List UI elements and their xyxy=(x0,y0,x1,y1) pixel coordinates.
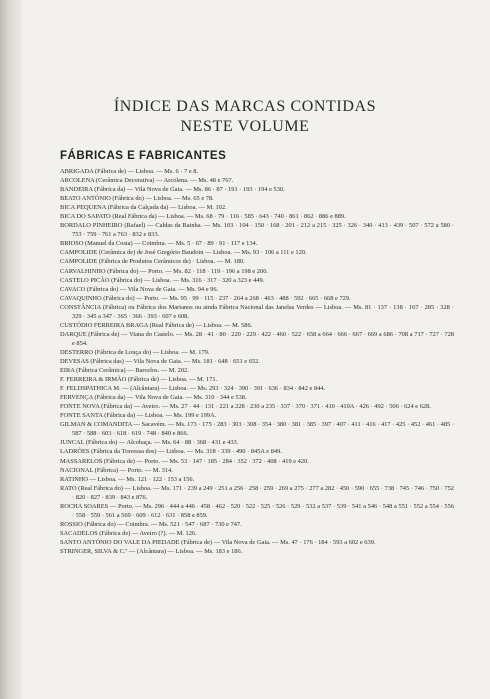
index-entry: CAMPOLIDE (Fábrica de Produtos Cerâmicos de) · Lisboa. — M. 180. xyxy=(60,258,245,266)
index-entry: RATO (Real Fábrica do) — Lisboa. — Ms. 171 · 239 a 249 · 251 a 256 · 258 · 259 · 269 a 275 · 277 a 282 · 450 · 590 · 655 · 738 · 745 · 746 · 750 · 752 · 820 · 827 · 839 · 843 e 876. xyxy=(60,484,454,501)
index-entry: CASTELO PICÃO (Fábrica do) — Lisboa. — Ms. 316 · 317 · 320 a 323 e 449. xyxy=(60,276,265,284)
index-entry: F. FELDSPATHICA M. — (Alcântara) — Lisboa. — Ms. 293 · 324 · 390 · 391 · 636 · 834 · 842 e 844. xyxy=(60,385,326,393)
index-entry: BRIOSO (Manuel da Costa) — Coimbra. — Ms. 5 · 67 · 89 · 91 · 117 e 134. xyxy=(60,240,258,248)
index-title-line-1: ÍNDICE DAS MARCAS CONTIDAS xyxy=(113,98,377,115)
index-entry: FONTE NOVA (Fábrica da) — Aveiro. — Ms. 27 · 44 · 131 · 221 a 228 · 230 a 235 · 337 · 370 · 371 · 410 · 410A · 426 · 492 · 506 · 624 e 628. xyxy=(60,403,431,411)
index-entry: CAVAQUINHO (Fábrica do) — Porto. — Ms. 95 · 99 · 115 · 237 · 264 a 268 · 463 · 488 · 592 · 665 · 668 e 729. xyxy=(60,294,351,302)
index-entry: ARCOLENA (Cerâmica Decorativa) — Arcolena. — Ms. 48 e 767. xyxy=(60,177,234,185)
index-entry: F. FERREIRA & IRMÃO (Fábrica de) — Lisboa. — M. 171. xyxy=(60,376,218,384)
index-entry: ROCHA SOARES — Porto. — Ms. 296 · 444 a 446 · 458 · 462 · 520 · 522 · 525 · 526 · 529 · 532 a 537 · 539 · 541 a 546 · 548 a 551 · 552 a 554 · 556 · 558 · 559 · 561 a 569 · 609 · 612 · 631 · 858 e 859. xyxy=(60,502,454,519)
index-entries-list xyxy=(60,167,454,556)
index-entry: DESTERRO (Fábrica de Louça do) — Lisboa. — M. 179. xyxy=(60,348,210,356)
index-entry: DARQUE (Fábrica de) — Viana do Castelo. — Ms. 28 · 41 · 80 · 220 · 229 · 422 · 460 · 522 · 658 a 664 · 666 · 667 · 669 a 686 · 708 a 717 · 727 · 728 e 854. xyxy=(60,330,454,347)
index-entry: BANDEIRA (Fábrica da) — Vila Nova de Gaia. — Ms. 86 · 87 · 191 · 193 · 194 e 530. xyxy=(60,186,285,194)
index-entry: FERVENÇA (Fábrica da) — Vila Nova de Gaia. — Ms. 310 · 344 e 538. xyxy=(60,394,247,402)
index-entry: BICA DO SAPATO (Real Fábrica da) — Lisboa. — Ms. 68 · 79 · 116 · 585 · 643 · 740 · 861 · 862 · 886 e 889. xyxy=(60,213,346,221)
index-entry: CONSTÂNCIA (Fábrica) ou Fábrica dos Marianos ou ainda Fábrica Nacional das Janelas Verdes — Lisboa. — Ms. 81 · 137 · 138 · 167 · 285 · 328 · 329 · 345 a 347 · 365 · 366 · 393 · 607 e 608. xyxy=(60,303,454,320)
index-entry: GILMAN & COMANDITA — Sacavém. — Ms. 173 · 175 · 283 · 303 · 308 · 354 · 380 · 381 · 385 · 397 · 407 · 411 · 416 · 417 · 425 · 452 · 461 · 485 · 587 · 588 · 603 · 618 · 619 · 748 · 840 e 866. xyxy=(60,421,454,438)
section-heading: FÁBRICAS E FABRICANTES xyxy=(60,150,227,162)
index-entry: DEVESAS (Fábrica das) — Vila Nova de Gaia. — Ms. 181 · 648 · 651 e 652. xyxy=(60,357,260,365)
index-entry: BEATO ANTÓNIO (Fábrica do) — Lisboa. — Ms. 65 e 78. xyxy=(60,195,214,203)
index-entry: JUNCAL (Fábrica do) — Alcobaça. — Ms. 64 · 88 · 368 · 431 e 433. xyxy=(60,439,239,447)
index-title-line-2: NESTE VOLUME xyxy=(180,118,310,135)
index-entry: SANTO ANTÓNIO DO VALE DA PIEDADE (Fábrica de) — Vila Nova de Gaia. — Ms. 47 · 176 · 184 · 593 a 602 e 639. xyxy=(60,538,376,546)
index-entry: CAVACO (Fábrica do) — Vila Nova de Gaia. — Ms. 94 e 96. xyxy=(60,285,219,293)
index-entry: LADRÕES (Fábrica da Travessa dos) — Lisboa. — Ms. 318 · 339 · 490 · 845A e 849. xyxy=(60,448,282,456)
index-entry: MASSARELOS (Fábrica de) — Porto. — Ms. 53 · 147 · 185 · 284 · 352 · 372 · 408 · 419 e 420. xyxy=(60,457,309,465)
index-entry: BICA PEQUENA (Fábrica da Calçada da) — Lisboa. — M. 102. xyxy=(60,204,227,212)
index-entry: CAMPOLIDE (Cerâmica de) de José Gregório Baudoin — Lisboa. — Ms. 93 · 106 a 111 e 120. xyxy=(60,249,307,257)
index-entry: EIRA (Fábrica Cerâmica) — Barcelos. — M. 202. xyxy=(60,367,189,375)
index-entry: FONTE SANTA (Fábrica da) — Lisboa. — Ms. 199 e 199A. xyxy=(60,412,217,420)
index-entry: STRINGER, SILVA & C.ª — (Alcântara) — Lisboa. — Ms. 183 e 186. xyxy=(60,547,243,555)
index-entry: RATINHO — Lisboa. — Ms. 121 · 122 · 153 a 156. xyxy=(60,475,195,483)
index-entry: SACADELOS (Fábrica de) — Aveiro (?). — M. 126. xyxy=(60,529,197,537)
index-entry: BORDALO PINHEIRO (Rafael) — Caldas da Rainha. — Ms. 103 · 104 · 150 · 168 · 201 · 212 a 215 · 325 · 326 · 340 · 413 · 439 · 507 · 572 a 580 · 753 · 759 · 761 a 763 · 832 e 833. xyxy=(60,222,454,239)
index-entry: NACIONAL (Fábrica) — Porto. — M. 314. xyxy=(60,466,173,474)
index-entry: ABRIGADA (Fábrica de) — Lisboa. — Ms. 6 · 7 e 8. xyxy=(60,168,199,175)
index-entry: CUSTÓDIO FERREIRA BRAGA (Real Fábrica de) — Lisboa. — M. 586. xyxy=(60,321,253,329)
index-entry: CARVALHINHO (Fábrica do) — Porto. — Ms. 82 · 118 · 119 · 196 a 198 e 200. xyxy=(60,267,268,275)
index-entry: ROSSIO (Fábrica do) — Coimbra. — Ms. 521 · 547 · 687 · 730 e 747. xyxy=(60,520,242,528)
